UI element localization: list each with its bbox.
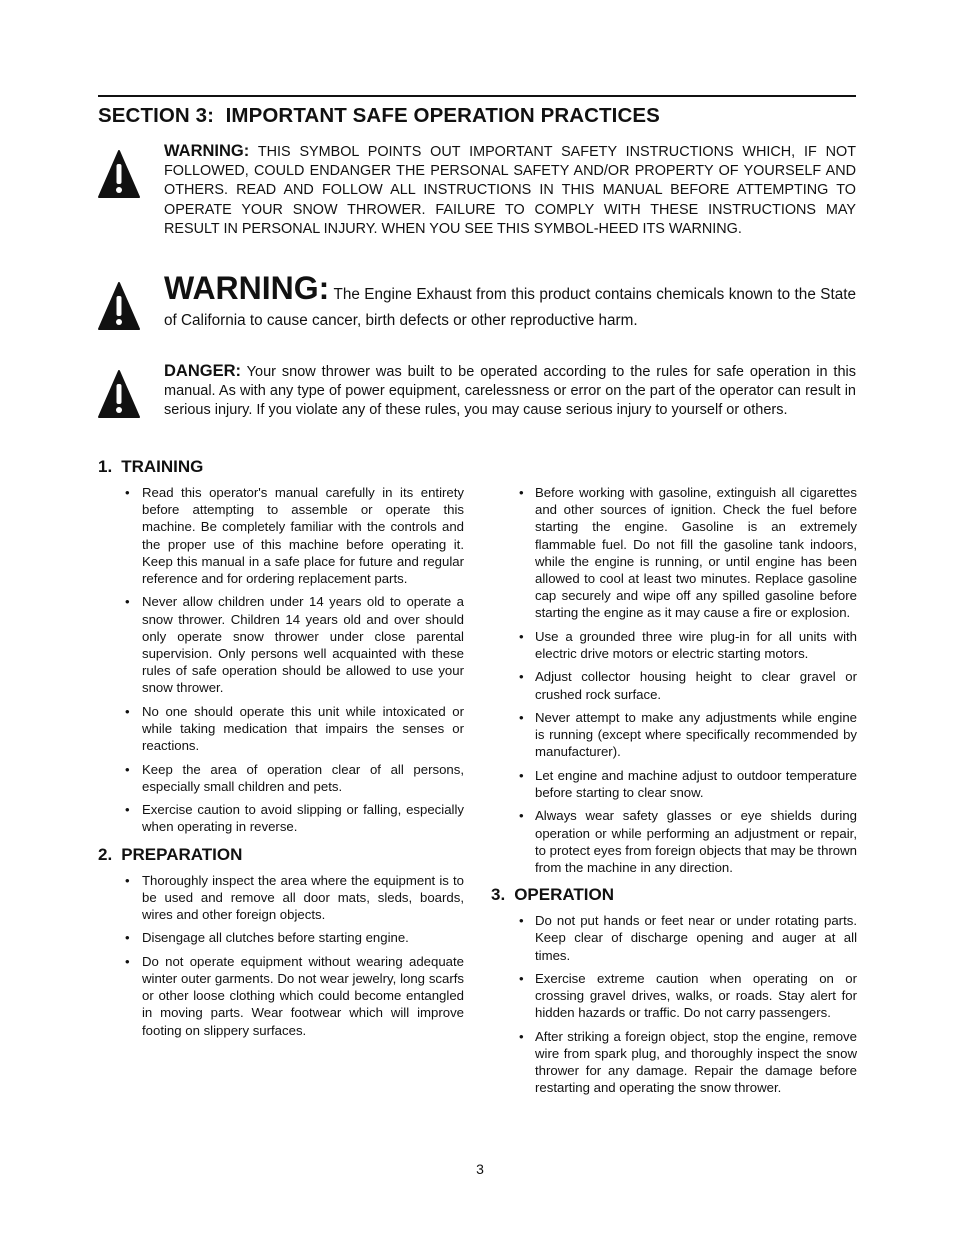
training-heading [98,456,464,478]
list-item-text: Never allow children under 14 years old to operate a snow thrower. Children 14 years old and over should only operate snow thrower under close parental supervision. Only persons well acquainted with these rules of safe operation should be allowed to use your snow thrower. [142,594,464,696]
list-item-text: Keep the area of operation clear of all persons, especially small children and pets. [142,761,464,794]
bullet-icon: • [519,1028,524,1044]
danger-notice [98,362,856,421]
bullet-icon: • [519,808,524,824]
top-rule [98,95,856,97]
notice-body: THIS SYMBOL POINTS OUT IMPORTANT SAFETY INSTRUCTIONS WHICH, IF NOT FOLLOWED, COULD ENDANGER THE PERSONAL SAFETY AND/OR PROPERTY OF YOURSELF AND OTHERS. READ AND FOLLOW ALL INSTRUCTIONS IN THIS MANUAL BEFORE ATTEMPTING TO OPERATE YOUR SNOW THROWER. FAILURE TO COMPLY WITH THESE INSTRUCTIONS MAY RESULT IN PERSONAL INJURY. WHEN YOU SEE THIS SYMBOL-HEED ITS WARNING. [164,144,856,237]
list-item [98,703,464,755]
page-number: 3 [476,1161,484,1177]
list-item-text: Adjust collector housing height to clear gravel or crushed rock surface. [535,669,857,702]
list-item [98,484,464,587]
bullet-icon: • [519,913,524,929]
list-item [491,1028,857,1097]
operation-list [491,912,857,1096]
notice-text [164,362,856,421]
notice-keyword: WARNING: [164,142,250,160]
bullet-icon: • [125,953,130,969]
list-item [98,872,464,924]
bullet-icon: • [125,594,130,610]
bullet-icon: • [125,761,130,777]
right-column [491,484,857,1105]
list-item-text: Let engine and machine adjust to outdoor temperature before starting to clear snow. [535,767,857,800]
list-item [98,953,464,1039]
bullet-icon: • [125,872,130,888]
list-item [491,668,857,702]
california-exhaust-notice [98,272,856,334]
list-item-text: Always wear safety glasses or eye shields during operation or while performing an adjustment or repair, to protect eyes from foreign objects that may be thrown from the machine in any direction. [535,808,857,875]
operation-heading [491,884,857,906]
list-item-text: Disengage all clutches before starting engine. [142,930,409,946]
list-item [491,484,857,622]
list-item-text: Never attempt to make any adjustments while engine is running (except where specifically recommended by manufacturer). [535,710,857,760]
notice-text [164,272,856,334]
list-item-text: Read this operator's manual carefully in its entirety before attempting to assemble or operate this machine. Be completely familiar with the controls and the proper use of this machine before operating it. Keep this manual in a safe place for future and regular reference and for ordering replacement parts. [142,485,464,587]
heading-title: TRAINING [121,457,204,476]
bullet-icon: • [519,710,524,725]
list-item-text: Exercise extreme caution when operating on or crossing gravel drives, walks, or roads. Stay alert for hidden hazards or traffic. Do not carry passengers. [535,971,857,1021]
heading-title: PREPARATION [121,844,243,864]
heading-number: 1. [98,457,113,476]
notice-text [164,142,856,239]
bullet-icon: • [519,767,524,783]
list-item-text: No one should operate this unit while intoxicated or while taking medication that impairs the senses or reactions. [142,703,464,754]
list-item [98,761,464,795]
notice-keyword: WARNING: [164,270,330,306]
list-item [98,929,464,946]
list-item-text: After striking a foreign object, stop the engine, remove wire from spark plug, and thoroughly inspect the snow thrower for any damage. Repair the damage before restarting and operating the snow thrower. [535,1028,857,1096]
notice-keyword: DANGER: [164,362,241,380]
list-item [491,970,857,1022]
list-item [491,912,857,964]
section-title: SECTION 3: IMPORTANT SAFE OPERATION PRACTICES [98,104,660,127]
list-item [491,628,857,662]
heading-number: 2. [98,844,113,864]
bullet-icon: • [125,703,130,719]
bullet-icon: • [519,485,524,500]
heading-title: OPERATION [514,885,614,905]
list-item [98,593,464,696]
notice-body: Your snow thrower was built to be operated according to the rules for safe operation in this manual. As with any type of power equipment, carelessness or error on the part of the operator can result in serious injury. If you violate any of these rules, you may cause serious injury to yourself or others. [164,364,856,419]
warning-triangle-icon [98,150,140,198]
left-column [98,456,464,1047]
preparation-list [98,872,464,1039]
bullet-icon: • [519,669,524,685]
preparation-heading [98,844,464,866]
list-item-text: Thoroughly inspect the area where the equipment is to be used and remove all door mats, sleds, boards, wires and other foreign objects. [142,872,464,923]
warning-triangle-icon [98,370,140,418]
list-item-text: Exercise caution to avoid slipping or falling, especially when operating in reverse. [142,802,464,835]
list-item-text: Do not put hands or feet near or under rotating parts. Keep clear of discharge opening and auger at all times. [535,913,857,963]
bullet-icon: • [125,485,130,500]
list-item-text: Before working with gasoline, extinguish all cigarettes and other sources of ignition. Check the fuel before starting the engine. Gasoline is an extremely flammable fuel. Do not fill the gasoline tank indoors, while the engine is running, or until engine has been allowed to cool at least two minutes. Replace gasoline cap securely and wipe off any spilled gasoline before starting the engine as it may cause a fire or explosion. [535,485,857,621]
heading-number: 3. [491,885,506,905]
bullet-icon: • [125,930,130,946]
list-item-text: Use a grounded three wire plug-in for all units with electric drive motors or electric starting motors. [535,628,857,662]
bullet-icon: • [519,971,524,986]
list-item [98,801,464,835]
list-item [491,767,857,801]
training-list [98,484,464,836]
bullet-icon: • [125,802,130,818]
list-item [491,807,857,876]
list-item-text: Do not operate equipment without wearing adequate winter outer garments. Do not wear jewelry, long scarfs or other loose clothing which could become entangled in moving parts. Wear footwear which will improve footing on slippery surfaces. [142,953,464,1038]
notice-body: The Engine Exhaust from this product contains chemicals known to the State of California to cause cancer, birth defects or other reproductive harm. [164,286,856,329]
list-item [491,709,857,761]
warning-triangle-icon [98,282,140,330]
bullet-icon: • [519,628,524,644]
safety-symbol-notice [98,142,856,239]
preparation-list-continued [491,484,857,876]
